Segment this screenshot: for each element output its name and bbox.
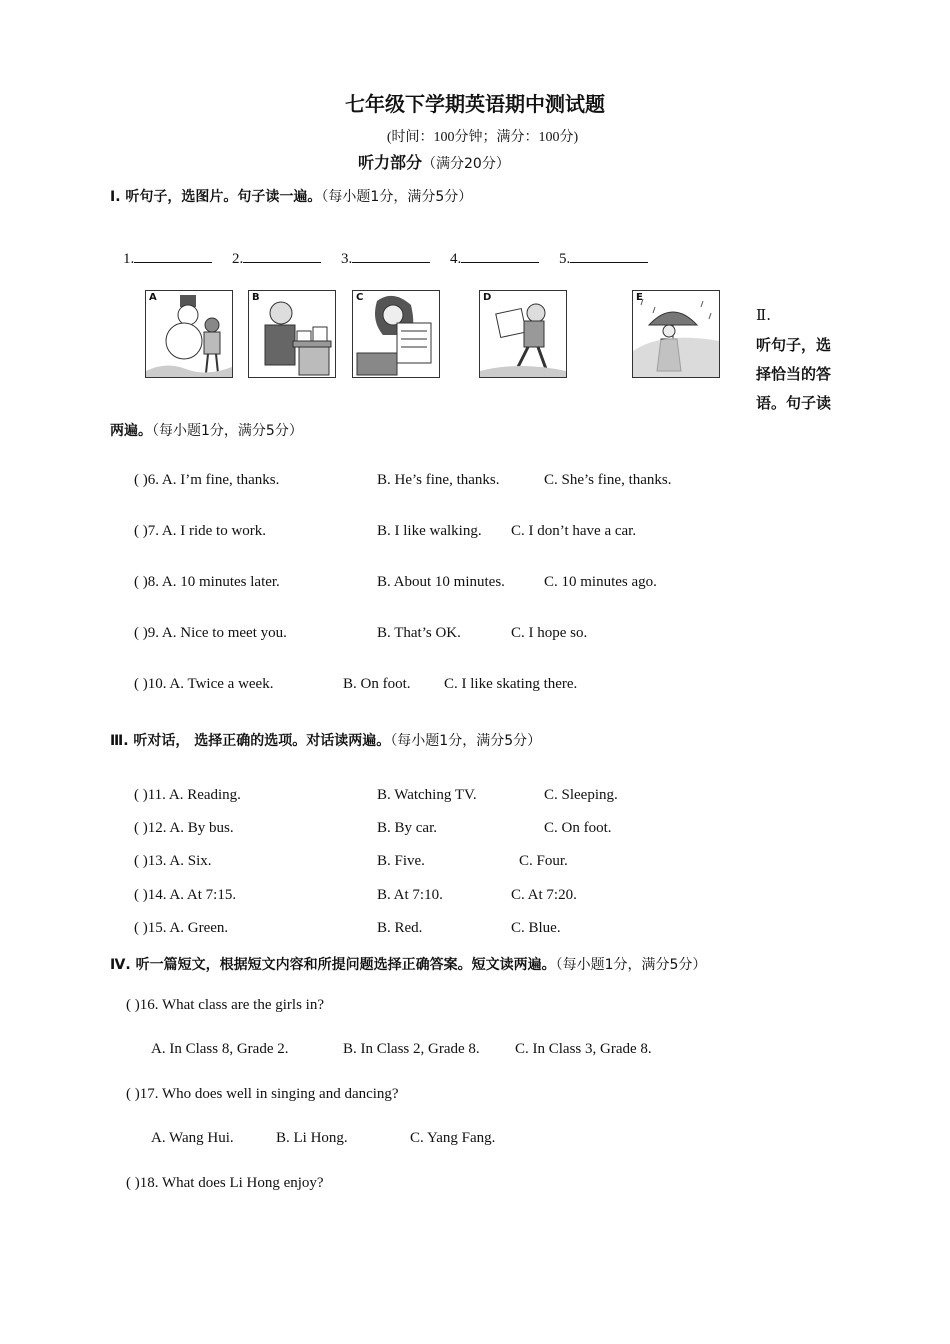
section2-note: （每小题1分，满分5分） (152, 423, 303, 439)
picture-c-label: C (356, 292, 364, 303)
picture-b-teacher (248, 290, 336, 378)
blank-1[interactable] (134, 248, 212, 263)
answer-blanks (123, 248, 664, 268)
question-18-stem[interactable]: ( )18. What does Li Hong enjoy? (126, 1175, 324, 1191)
question-9-option-c: C. I hope so. (511, 625, 588, 641)
picture-b-label: B (252, 292, 260, 303)
question-8-option-b: B. About 10 minutes. (377, 574, 505, 590)
question-7-option-c: C. I don’t have a car. (511, 523, 637, 539)
section3-header (110, 730, 541, 750)
question-10-option-c: C. I like skating there. (444, 676, 578, 692)
section1-heading: Ⅰ. 听句子，选图片。句子读一遍。 (110, 189, 322, 205)
section2-header (110, 420, 303, 440)
blank-5-label: 5. (559, 251, 571, 267)
blank-3-label: 3. (341, 251, 353, 267)
question-7-stem[interactable]: ( )7. A. I ride to work. (134, 523, 267, 539)
question-11-option-c: C. Sleeping. (544, 787, 618, 803)
question-6-stem[interactable]: ( )6. A. I’m fine, thanks. (134, 472, 280, 488)
section3-heading: Ⅲ. 听对话， 选择正确的选项。对话读两遍。 (110, 733, 391, 749)
blank-2[interactable] (243, 248, 321, 263)
question-7-option-b: B. I like walking. (377, 523, 482, 539)
question-9-option-b: B. That’s OK. (377, 625, 461, 641)
section1-note: （每小题1分，满分5分） (321, 189, 473, 205)
exam-info: (时间：100分钟；满分：100分) (386, 130, 579, 145)
blank-3[interactable] (352, 248, 430, 263)
newspaper-reader-illustration (353, 291, 439, 377)
blank-2-label: 2. (232, 251, 244, 267)
question-16-option-b: B. In Class 2, Grade 8. (343, 1041, 480, 1057)
section2-heading-line3: 语。句子读 (756, 394, 832, 412)
question-14-stem[interactable]: ( )14. A. At 7:15. (134, 887, 237, 903)
question-17-option-c: C. Yang Fang. (410, 1130, 496, 1146)
picture-a-snowman (145, 290, 233, 378)
question-8-option-c: C. 10 minutes ago. (544, 574, 657, 590)
question-13-option-c: C. Four. (519, 853, 568, 869)
blank-1-label: 1. (123, 251, 135, 267)
section4-note: （每小题1分，满分5分） (555, 957, 707, 973)
question-17-option-a: A. Wang Hui. (151, 1130, 234, 1146)
question-9-stem[interactable]: ( )9. A. Nice to meet you. (134, 625, 287, 641)
umbrella-rain-illustration (633, 291, 719, 377)
question-16-option-c: C. In Class 3, Grade 8. (515, 1041, 652, 1057)
question-12-stem[interactable]: ( )12. A. By bus. (134, 820, 234, 836)
picture-c-newspaper (352, 290, 440, 378)
section4-header (110, 954, 706, 974)
section3-note: （每小题1分，满分5分） (390, 733, 542, 749)
question-15-stem[interactable]: ( )15. A. Green. (134, 920, 229, 936)
question-12-option-c: C. On foot. (544, 820, 612, 836)
question-13-option-b: B. Five. (377, 853, 425, 869)
question-11-option-b: B. Watching TV. (377, 787, 477, 803)
picture-a-label: A (149, 292, 157, 303)
carrying-box-illustration (480, 291, 566, 377)
picture-e-umbrella-rain (632, 290, 720, 378)
blank-4[interactable] (461, 248, 539, 263)
section2-heading-line1: 听句子，选 (756, 336, 832, 354)
question-11-stem[interactable]: ( )11. A. Reading. (134, 787, 241, 803)
listening-heading: 听力部分 (358, 153, 423, 172)
question-14-option-b: B. At 7:10. (377, 887, 443, 903)
question-8-stem[interactable]: ( )8. A. 10 minutes later. (134, 574, 280, 590)
teacher-illustration (249, 291, 335, 377)
blank-4-label: 4. (450, 251, 462, 267)
question-10-stem[interactable]: ( )10. A. Twice a week. (134, 676, 274, 692)
question-6-option-b: B. He’s fine, thanks. (377, 472, 500, 488)
page-title: 七年级下学期英语期中测试题 (345, 92, 605, 116)
question-10-option-b: B. On foot. (343, 676, 411, 692)
section2-numeral: Ⅱ. (756, 306, 771, 324)
section1-header (110, 186, 472, 206)
section2-heading-cont: 两遍。 (110, 423, 152, 439)
section4-heading: Ⅳ. 听一篇短文，根据短文内容和所提问题选择正确答案。短文读两遍。 (110, 957, 556, 973)
question-15-option-b: B. Red. (377, 920, 423, 936)
picture-d-carrying-box (479, 290, 567, 378)
question-16-option-a: A. In Class 8, Grade 2. (151, 1041, 289, 1057)
question-15-option-c: C. Blue. (511, 920, 561, 936)
picture-e-label: E (636, 292, 643, 303)
snowman-illustration (146, 291, 232, 377)
question-16-stem[interactable]: ( )16. What class are the girls in? (126, 997, 324, 1013)
listening-header (358, 150, 510, 173)
picture-d-label: D (483, 292, 492, 303)
question-17-stem[interactable]: ( )17. Who does well in singing and dancing? (126, 1086, 399, 1102)
blank-5[interactable] (570, 248, 648, 263)
question-14-option-c: C. At 7:20. (511, 887, 577, 903)
question-6-option-c: C. She’s fine, thanks. (544, 472, 672, 488)
listening-note: （满分20分） (422, 156, 510, 172)
section2-heading-line2: 择恰当的答 (756, 365, 832, 383)
question-13-stem[interactable]: ( )13. A. Six. (134, 853, 212, 869)
question-17-option-b: B. Li Hong. (276, 1130, 348, 1146)
question-12-option-b: B. By car. (377, 820, 437, 836)
